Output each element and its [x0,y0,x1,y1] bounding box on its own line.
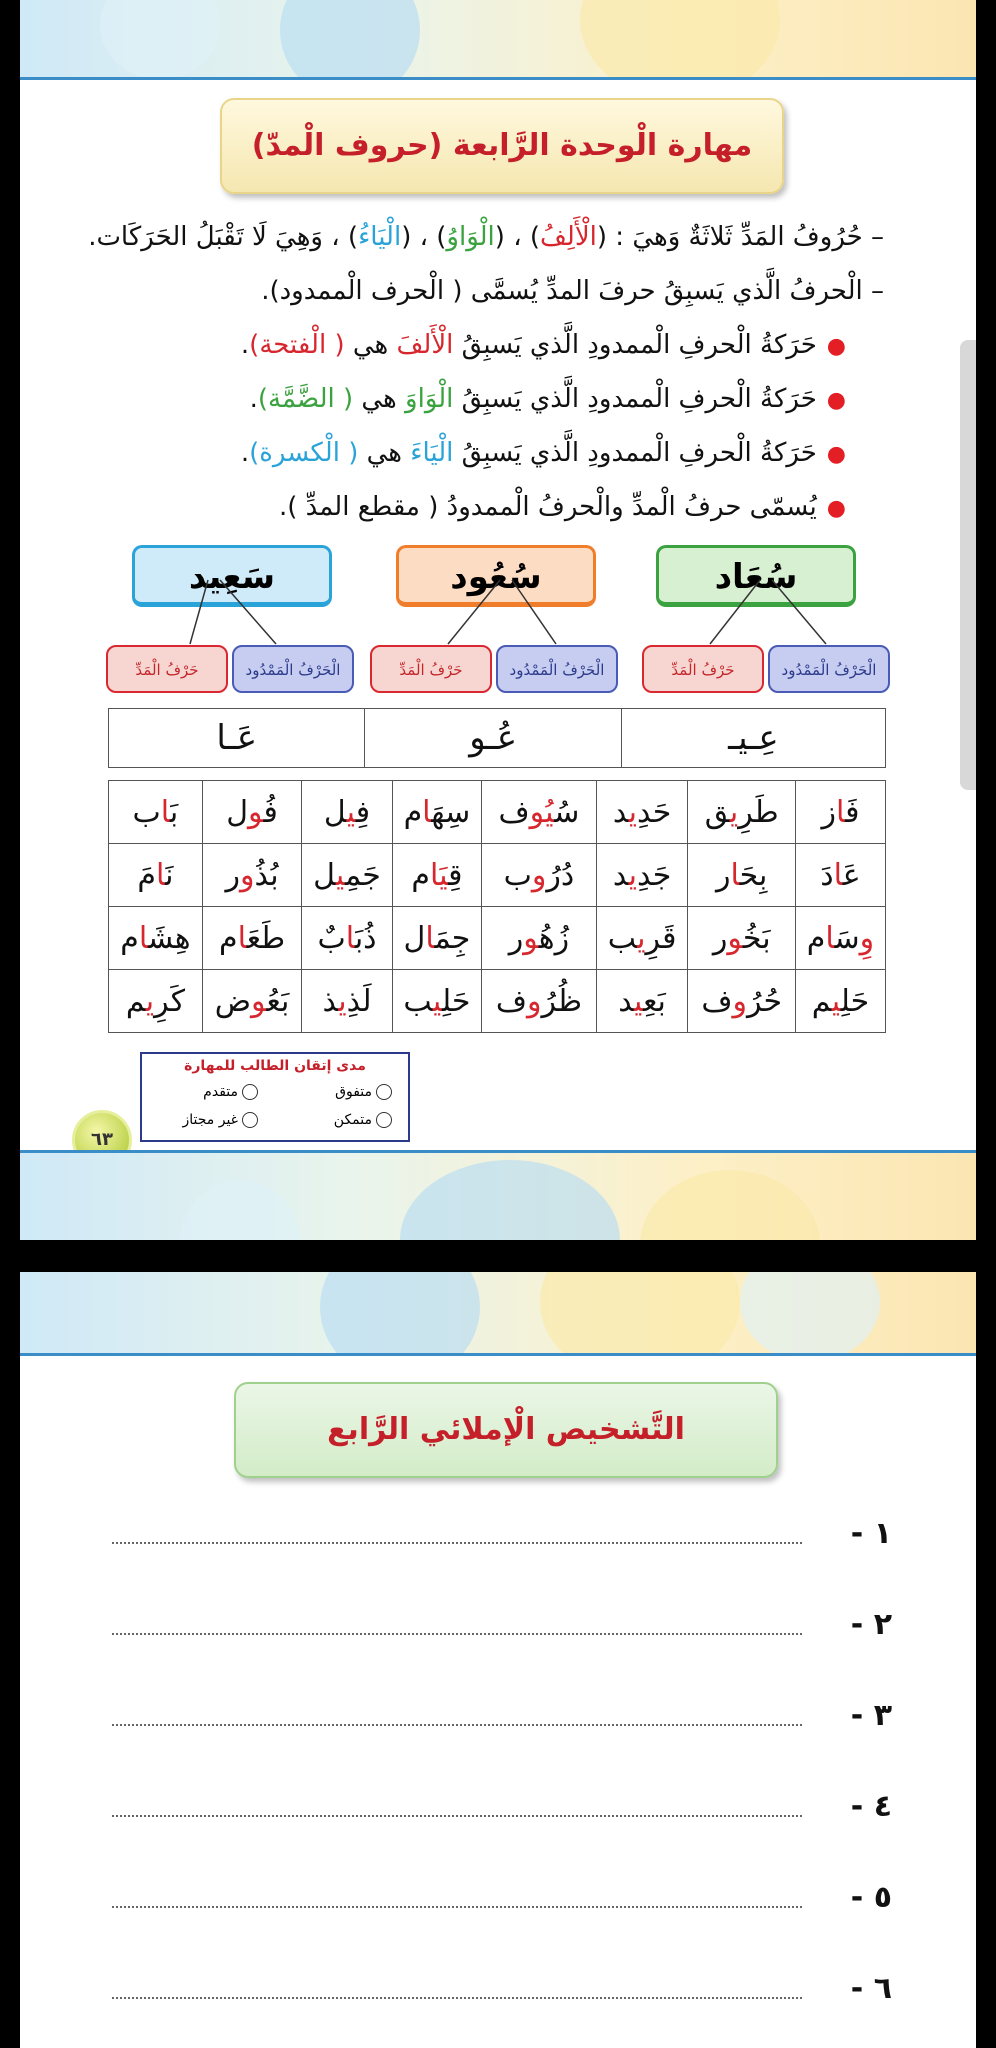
text-segment: الْيَاءُ [358,222,402,252]
text-segment: ( الضَّمَّة) [257,384,354,414]
text-segment: حَرَكةُ الْحرفِ الْممدودِ الَّذي يَسبِقُ [453,330,817,360]
dictation-line-4[interactable] [112,1789,892,1825]
dotted-line[interactable] [112,1542,802,1544]
page-number-badge: ٦٣ [72,1110,132,1170]
syllable-cell: عُـو [365,709,621,768]
mastery-option-label: متقدم [203,1084,238,1100]
top-banner-2 [20,1272,976,1356]
mastery-option-label: غير مجتاز [182,1112,238,1128]
tag-mamdood-2: الْحَرْفُ الْمَمْدُود [496,645,618,693]
page-title: مهارة الْوحدة الرَّابعة (حروف الْمدّ) [251,128,753,163]
dictation-line-1[interactable] [112,1516,892,1552]
word-cell: حَدِيد [596,781,688,844]
word-cell: فَاز [795,781,885,844]
word-cell: بَعِيد [596,970,688,1033]
text-segment: – حُرُوفُ المَدِّ ثَلاثَةٌ وَهيَ : ( [596,222,884,252]
syllable-cell: عِـيـ [621,709,885,768]
tag-madd-3: حَرْفُ الْمَدِّ [106,645,228,693]
words-grid [108,780,886,1033]
word-cell: سُيوف [482,781,597,844]
word-cell: نَامَ [109,844,203,907]
word-cell: حَلِيب [392,970,481,1033]
mastery-option-label: متمكن [333,1112,372,1128]
tag-madd-1: حَرْفُ الْمَدِّ [642,645,764,693]
text-segment: ( الْكسرة) [249,438,359,468]
word-cell: زُهُور [482,907,597,970]
word-cell: بَخُور [688,907,796,970]
mastery-option-1[interactable] [335,1084,392,1100]
line-number: ٥ - [850,1880,892,1915]
dotted-line[interactable] [112,1997,802,1999]
text-segment: حَرَكةُ الْحرفِ الْممدودِ الَّذي يَسبِقُ [453,438,817,468]
radio-icon[interactable] [242,1112,258,1128]
dotted-line[interactable] [112,1815,802,1817]
radio-icon[interactable] [376,1084,392,1100]
word-cell: بِحَار [688,844,796,907]
text-segment: هي [358,438,411,468]
text-segment: هي [344,330,397,360]
line-number: ٢ - [850,1607,892,1642]
word-cell: جَدِيد [596,844,688,907]
word-cell: طَعَام [202,907,301,970]
text-segment: الْوَاوُ [446,222,495,252]
syllable-cell: عَـا [109,709,365,768]
line-number: ١ - [850,1516,892,1551]
word-cell: دُرُوب [482,844,597,907]
text-segment: الْيَاءَ [410,438,454,468]
dotted-line[interactable] [112,1633,802,1635]
word-cell: حُرُوف [688,970,796,1033]
dictation-line-5[interactable] [112,1880,892,1916]
text-segment: . [240,330,250,360]
word-box-saeed: سَعِيد [132,545,332,607]
text-segment: ( الْفتحة) [249,330,345,360]
text-segment: ) ، ( [401,222,447,252]
text-segment: الْوَاوَ [405,384,454,414]
word-box-suood: سُعُود [396,545,596,607]
tag-madd-2: حَرْفُ الْمَدِّ [370,645,492,693]
text-segment: . [249,384,258,414]
diagnosis-title-box [234,1382,778,1478]
bullet-line-4: ●يُسمّى حرفُ الْمدِّ والْحرفُ الْممدودُ ( مقطع المدِّ ). [278,492,846,522]
word-cell: قِيام [392,844,481,907]
word-cell: سِهَام [392,781,481,844]
text-segment: الْأَلفَ [396,330,454,360]
dictation-line-2[interactable] [112,1607,892,1643]
text-segment: الْأَلِفُ [540,222,597,252]
bottom-banner [20,1150,976,1240]
mastery-title: مدى إتقان الطالب للمهارة [184,1058,366,1074]
workbook-page-diagnosis [20,1272,976,2048]
connector-lines [20,0,976,700]
word-cell: جِمَال [392,907,481,970]
line-number: ٦ - [850,1971,892,2006]
text-segment: هي [353,384,406,414]
word-cell: كَرِيم [109,970,203,1033]
workbook-page-63 [20,0,976,1240]
syllable-table [108,708,886,768]
word-cell: ظُرُوف [482,970,597,1033]
tag-mamdood-1: الْحَرْفُ الْمَمْدُود [768,645,890,693]
word-cell: قَرِيب [596,907,688,970]
word-cell: بَاب [109,781,203,844]
word-cell: بُذُور [202,844,301,907]
diagnosis-title: التَّشخيص الْإملائي الرَّابع [327,1412,685,1447]
word-cell: فُول [202,781,301,844]
text-segment: . [240,438,250,468]
word-box-suaad: سُعَاد [656,545,856,607]
word-cell: هِشَام [109,907,203,970]
word-cell: طَرِيق [688,781,796,844]
text-segment: حَرَكةُ الْحرفِ الْممدودِ الَّذي يَسبِقُ [453,384,817,414]
bullet-line-1: ●حَرَكةُ الْحرفِ الْممدودِ الَّذي يَسبِقُ الْأَلفَ هي ( الْفتحة). [240,330,846,360]
text-segment: ) ، وَهِيَ لَا تَقْبَلُ الحَرَكَات. [88,222,359,252]
word-cell: عَادَ [795,844,885,907]
word-cell: جَمِيل [302,844,392,907]
word-cell: حَلِيم [795,970,885,1033]
radio-icon[interactable] [242,1084,258,1100]
radio-icon[interactable] [376,1112,392,1128]
mastery-option-3[interactable] [334,1112,392,1128]
dotted-line[interactable] [112,1724,802,1726]
line-number: ٤ - [850,1789,892,1824]
dictation-line-3[interactable] [112,1698,892,1734]
bullet-line-2: ●حَرَكةُ الْحرفِ الْممدودِ الَّذي يَسبِقُ الْوَاوَ هي ( الضَّمَّة). [249,384,846,414]
text-segment: يُسمّى حرفُ الْمدِّ والْحرفُ الْممدودُ ( مقطع المدِّ ). [278,492,817,522]
mastery-option-4[interactable] [182,1112,258,1128]
mastery-option-label: متفوق [335,1084,372,1100]
mastery-option-2[interactable] [203,1084,258,1100]
dictation-line-6[interactable] [112,1971,892,2007]
bullet-line-3: ●حَرَكةُ الْحرفِ الْممدودِ الَّذي يَسبِقُ الْيَاءَ هي ( الْكسرة). [240,438,846,468]
word-cell: ذُبَابٌ [302,907,392,970]
text-segment: ) ، ( [494,222,540,252]
text-segment: – الْحرفُ الَّذي يَسبِقُ حرفَ المدِّ يُسمَّى ( الْحرف الْممدود). [261,276,884,306]
mastery-box [140,1052,410,1142]
dotted-line[interactable] [112,1906,802,1908]
word-cell: بَعُوض [202,970,301,1033]
line-number: ٣ - [850,1698,892,1733]
word-cell: وِسَام [795,907,885,970]
tag-mamdood-3: الْحَرْفُ الْمَمْدُود [232,645,354,693]
word-cell: لَذِيذ [302,970,392,1033]
word-cell: فِيل [302,781,392,844]
